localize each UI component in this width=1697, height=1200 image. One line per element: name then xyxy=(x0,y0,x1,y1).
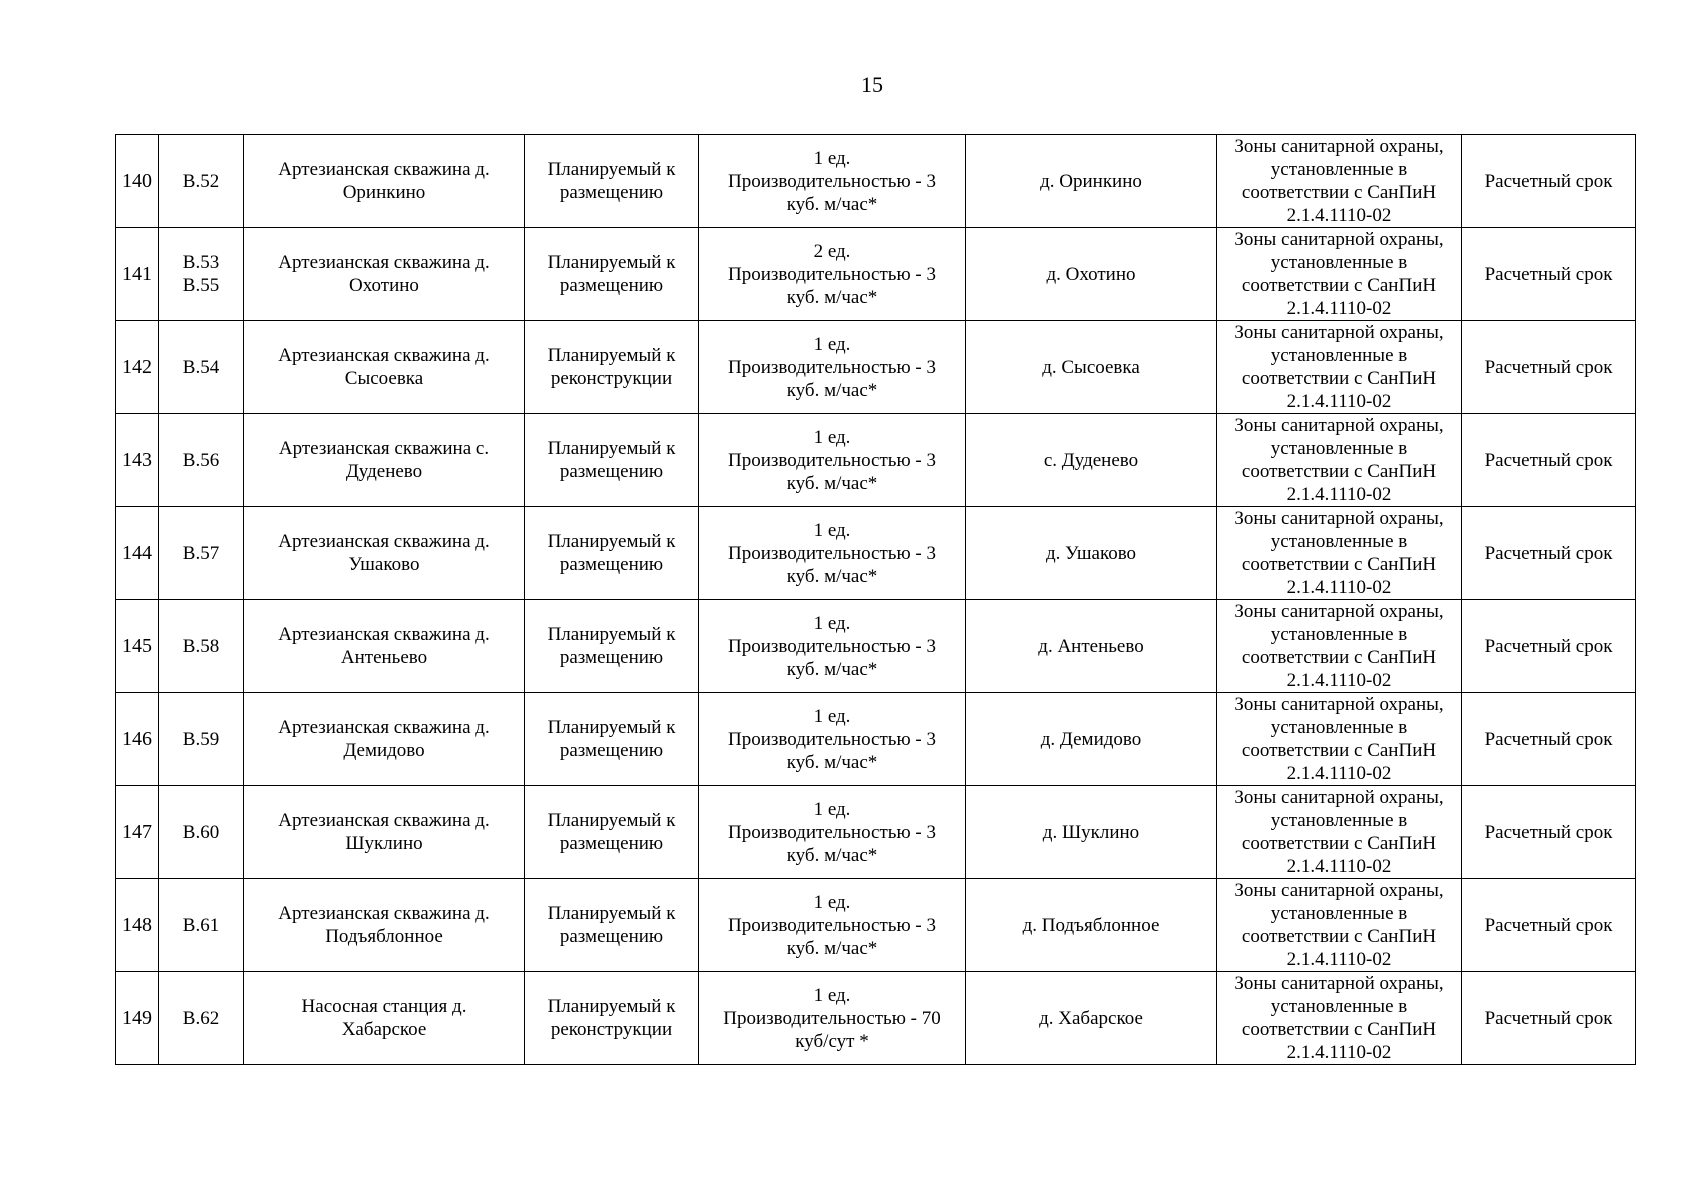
zone-line: Зоны санитарной охраны, xyxy=(1234,694,1444,715)
object-name-line: Артезианская скважина д. xyxy=(278,810,490,831)
object-name-line: Артезианская скважина д. xyxy=(278,624,490,645)
status-line: размещению xyxy=(559,833,664,854)
zone-cell xyxy=(1217,321,1462,414)
capacity-line: куб. м/час* xyxy=(786,937,878,959)
object-name-line: Демидово xyxy=(343,740,425,761)
object-name-line: Ушаково xyxy=(348,554,420,575)
zone-line: Зоны санитарной охраны, xyxy=(1234,973,1444,994)
zone-line: 2.1.4.1110-02 xyxy=(1286,763,1392,784)
code-cell xyxy=(159,693,244,786)
term-cell: Расчетный срок xyxy=(1462,786,1636,879)
row-number-cell: 141 xyxy=(116,228,159,321)
status-cell xyxy=(525,228,699,321)
status-line: размещению xyxy=(559,647,664,668)
capacity-line: Производительностью - 3 xyxy=(728,728,936,750)
capacity-line: 1 ед. xyxy=(813,705,851,727)
row-number-cell: 149 xyxy=(116,972,159,1065)
table-row xyxy=(116,786,1636,879)
location-cell: д. Антеньево xyxy=(966,600,1217,693)
zone-cell xyxy=(1217,135,1462,228)
row-number-cell: 146 xyxy=(116,693,159,786)
zone-line: соответствии с СанПиН xyxy=(1241,275,1437,296)
object-name-cell xyxy=(244,786,525,879)
capacity-cell xyxy=(699,228,966,321)
status-line: Планируемый к xyxy=(547,252,676,273)
zone-line: 2.1.4.1110-02 xyxy=(1286,391,1392,412)
zone-cell xyxy=(1217,414,1462,507)
zone-line: установленные в xyxy=(1270,531,1408,552)
capacity-line: 1 ед. xyxy=(813,891,851,913)
code-line: В.53 xyxy=(182,252,220,273)
zone-line: соответствии с СанПиН xyxy=(1241,461,1437,482)
status-line: Планируемый к xyxy=(547,531,676,552)
status-line: реконструкции xyxy=(550,1019,673,1040)
table-row xyxy=(116,321,1636,414)
capacity-cell xyxy=(699,135,966,228)
row-number-cell: 147 xyxy=(116,786,159,879)
zone-line: 2.1.4.1110-02 xyxy=(1286,205,1392,226)
zone-line: соответствии с СанПиН xyxy=(1241,554,1437,575)
zone-line: соответствии с СанПиН xyxy=(1241,1019,1437,1040)
object-name-line: Сысоевка xyxy=(344,368,424,389)
table-row xyxy=(116,693,1636,786)
status-line: Планируемый к xyxy=(547,438,676,459)
status-cell xyxy=(525,414,699,507)
zone-line: установленные в xyxy=(1270,624,1408,645)
status-line: Планируемый к xyxy=(547,717,676,738)
capacity-line: Производительностью - 3 xyxy=(728,914,936,936)
zone-line: Зоны санитарной охраны, xyxy=(1234,415,1444,436)
capacity-cell xyxy=(699,972,966,1065)
capacity-line: Производительностью - 3 xyxy=(728,356,936,378)
code-line: В.52 xyxy=(182,170,220,192)
code-line: В.59 xyxy=(182,728,220,750)
zone-line: Зоны санитарной охраны, xyxy=(1234,136,1444,157)
zone-cell xyxy=(1217,786,1462,879)
row-number-cell: 143 xyxy=(116,414,159,507)
capacity-line: куб. м/час* xyxy=(786,379,878,401)
capacity-line: Производительностью - 3 xyxy=(728,821,936,843)
code-line: В.61 xyxy=(182,914,220,936)
capacity-line: 1 ед. xyxy=(813,798,851,820)
status-cell xyxy=(525,135,699,228)
zone-line: соответствии с СанПиН xyxy=(1241,926,1437,947)
zone-cell xyxy=(1217,972,1462,1065)
capacity-cell xyxy=(699,786,966,879)
zone-line: 2.1.4.1110-02 xyxy=(1286,298,1392,319)
object-name-cell xyxy=(244,879,525,972)
object-name-line: Антеньево xyxy=(340,647,428,668)
zone-line: Зоны санитарной охраны, xyxy=(1234,508,1444,529)
status-line: размещению xyxy=(559,926,664,947)
table-row xyxy=(116,507,1636,600)
object-name-line: Артезианская скважина д. xyxy=(278,159,490,180)
capacity-line: куб. м/час* xyxy=(786,565,878,587)
code-cell xyxy=(159,972,244,1065)
status-line: размещению xyxy=(559,740,664,761)
code-cell xyxy=(159,600,244,693)
zone-line: 2.1.4.1110-02 xyxy=(1286,1042,1392,1063)
object-name-cell xyxy=(244,228,525,321)
status-cell xyxy=(525,972,699,1065)
capacity-line: куб. м/час* xyxy=(786,658,878,680)
zone-line: 2.1.4.1110-02 xyxy=(1286,484,1392,505)
capacity-cell xyxy=(699,600,966,693)
object-name-line: Дуденево xyxy=(345,461,423,482)
status-cell xyxy=(525,507,699,600)
code-line: В.54 xyxy=(182,356,220,378)
status-cell xyxy=(525,786,699,879)
code-line: В.55 xyxy=(182,275,220,296)
object-name-cell xyxy=(244,693,525,786)
row-number-cell: 148 xyxy=(116,879,159,972)
status-cell xyxy=(525,600,699,693)
status-line: Планируемый к xyxy=(547,810,676,831)
location-cell: д. Шуклино xyxy=(966,786,1217,879)
zone-cell xyxy=(1217,600,1462,693)
object-name-cell xyxy=(244,972,525,1065)
code-cell xyxy=(159,135,244,228)
status-line: размещению xyxy=(559,275,664,296)
capacity-line: куб. м/час* xyxy=(786,193,878,215)
zone-line: установленные в xyxy=(1270,159,1408,180)
object-name-line: Подъяблонное xyxy=(325,926,443,947)
zone-cell xyxy=(1217,879,1462,972)
capacity-line: Производительностью - 3 xyxy=(728,170,936,192)
term-cell: Расчетный срок xyxy=(1462,414,1636,507)
zone-line: установленные в xyxy=(1270,438,1408,459)
zone-line: 2.1.4.1110-02 xyxy=(1286,949,1392,970)
term-cell: Расчетный срок xyxy=(1462,879,1636,972)
zone-cell xyxy=(1217,228,1462,321)
capacity-line: 1 ед. xyxy=(813,612,851,634)
capacity-cell xyxy=(699,879,966,972)
status-line: размещению xyxy=(559,461,664,482)
code-line: В.57 xyxy=(182,542,220,564)
code-cell xyxy=(159,414,244,507)
capacity-line: куб. м/час* xyxy=(786,472,878,494)
object-name-line: Артезианская скважина д. xyxy=(278,903,490,924)
code-cell xyxy=(159,879,244,972)
zone-line: соответствии с СанПиН xyxy=(1241,647,1437,668)
location-cell: с. Дуденево xyxy=(966,414,1217,507)
row-number-cell: 140 xyxy=(116,135,159,228)
code-line: В.58 xyxy=(182,635,220,657)
code-cell xyxy=(159,507,244,600)
capacity-line: 1 ед. xyxy=(813,519,851,541)
term-cell: Расчетный срок xyxy=(1462,600,1636,693)
table-row xyxy=(116,414,1636,507)
location-cell: д. Сысоевка xyxy=(966,321,1217,414)
zone-line: соответствии с СанПиН xyxy=(1241,368,1437,389)
capacity-line: 1 ед. xyxy=(813,333,851,355)
object-name-cell xyxy=(244,321,525,414)
code-cell xyxy=(159,786,244,879)
zone-line: установленные в xyxy=(1270,996,1408,1017)
status-line: Планируемый к xyxy=(547,624,676,645)
status-line: Планируемый к xyxy=(547,996,676,1017)
capacity-line: 2 ед. xyxy=(813,240,851,262)
code-line: В.62 xyxy=(182,1007,220,1029)
zone-line: соответствии с СанПиН xyxy=(1241,833,1437,854)
status-cell xyxy=(525,879,699,972)
zone-cell xyxy=(1217,507,1462,600)
zone-line: Зоны санитарной охраны, xyxy=(1234,229,1444,250)
capacity-line: куб/сут * xyxy=(795,1030,869,1052)
object-name-cell xyxy=(244,507,525,600)
capacity-cell xyxy=(699,507,966,600)
status-cell xyxy=(525,321,699,414)
term-cell: Расчетный срок xyxy=(1462,228,1636,321)
object-name-line: Артезианская скважина д. xyxy=(278,717,490,738)
capacity-cell xyxy=(699,693,966,786)
table-row xyxy=(116,879,1636,972)
capacity-line: Производительностью - 3 xyxy=(728,263,936,285)
object-name-line: Артезианская скважина д. xyxy=(278,345,490,366)
zone-line: установленные в xyxy=(1270,345,1408,366)
table-body xyxy=(116,135,1636,1065)
status-line: размещению xyxy=(559,554,664,575)
object-name-line: Артезианская скважина д. xyxy=(278,531,490,552)
capacity-line: куб. м/час* xyxy=(786,751,878,773)
location-cell: д. Оринкино xyxy=(966,135,1217,228)
object-name-cell xyxy=(244,414,525,507)
zone-line: установленные в xyxy=(1270,810,1408,831)
table-row xyxy=(116,600,1636,693)
zone-line: установленные в xyxy=(1270,903,1408,924)
status-line: реконструкции xyxy=(550,368,673,389)
capacity-line: 1 ед. xyxy=(813,147,851,169)
zone-cell xyxy=(1217,693,1462,786)
zone-line: Зоны санитарной охраны, xyxy=(1234,601,1444,622)
zone-line: соответствии с СанПиН xyxy=(1241,182,1437,203)
row-number-cell: 145 xyxy=(116,600,159,693)
object-name-cell xyxy=(244,135,525,228)
row-number-cell: 144 xyxy=(116,507,159,600)
object-name-line: Насосная станция д. xyxy=(301,996,467,1017)
row-number-cell: 142 xyxy=(116,321,159,414)
zone-line: установленные в xyxy=(1270,717,1408,738)
zone-line: Зоны санитарной охраны, xyxy=(1234,880,1444,901)
capacity-line: Производительностью - 3 xyxy=(728,635,936,657)
term-cell: Расчетный срок xyxy=(1462,693,1636,786)
term-cell: Расчетный срок xyxy=(1462,135,1636,228)
location-cell: д. Подъяблонное xyxy=(966,879,1217,972)
zone-line: 2.1.4.1110-02 xyxy=(1286,577,1392,598)
facilities-table xyxy=(115,134,1636,1065)
zone-line: установленные в xyxy=(1270,252,1408,273)
status-line: Планируемый к xyxy=(547,345,676,366)
capacity-line: куб. м/час* xyxy=(786,844,878,866)
zone-line: соответствии с СанПиН xyxy=(1241,740,1437,761)
term-cell: Расчетный срок xyxy=(1462,321,1636,414)
page-number: 15 xyxy=(861,72,883,97)
zone-line: Зоны санитарной охраны, xyxy=(1234,322,1444,343)
location-cell: д. Охотино xyxy=(966,228,1217,321)
table-row xyxy=(116,228,1636,321)
term-cell: Расчетный срок xyxy=(1462,507,1636,600)
status-cell xyxy=(525,693,699,786)
object-name-line: Артезианская скважина с. xyxy=(278,438,490,459)
capacity-line: Производительностью - 3 xyxy=(728,449,936,471)
table-row xyxy=(116,135,1636,228)
object-name-line: Оринкино xyxy=(342,182,426,203)
capacity-line: Производительностью - 70 xyxy=(723,1007,941,1029)
object-name-line: Шуклино xyxy=(345,833,423,854)
zone-line: 2.1.4.1110-02 xyxy=(1286,856,1392,877)
zone-line: 2.1.4.1110-02 xyxy=(1286,670,1392,691)
capacity-line: куб. м/час* xyxy=(786,286,878,308)
location-cell: д. Ушаково xyxy=(966,507,1217,600)
code-cell xyxy=(159,321,244,414)
code-line: В.60 xyxy=(182,821,220,843)
capacity-line: 1 ед. xyxy=(813,984,851,1006)
location-cell: д. Хабарское xyxy=(966,972,1217,1065)
code-line: В.56 xyxy=(182,449,220,471)
object-name-line: Охотино xyxy=(349,275,419,296)
capacity-line: Производительностью - 3 xyxy=(728,542,936,564)
capacity-line: 1 ед. xyxy=(813,426,851,448)
object-name-line: Артезианская скважина д. xyxy=(278,252,490,273)
status-line: Планируемый к xyxy=(547,903,676,924)
object-name-line: Хабарское xyxy=(341,1019,427,1040)
table-row xyxy=(116,972,1636,1065)
location-cell: д. Демидово xyxy=(966,693,1217,786)
status-line: Планируемый к xyxy=(547,159,676,180)
code-cell xyxy=(159,228,244,321)
object-name-cell xyxy=(244,600,525,693)
capacity-cell xyxy=(699,321,966,414)
zone-line: Зоны санитарной охраны, xyxy=(1234,787,1444,808)
term-cell: Расчетный срок xyxy=(1462,972,1636,1065)
status-line: размещению xyxy=(559,182,664,203)
capacity-cell xyxy=(699,414,966,507)
